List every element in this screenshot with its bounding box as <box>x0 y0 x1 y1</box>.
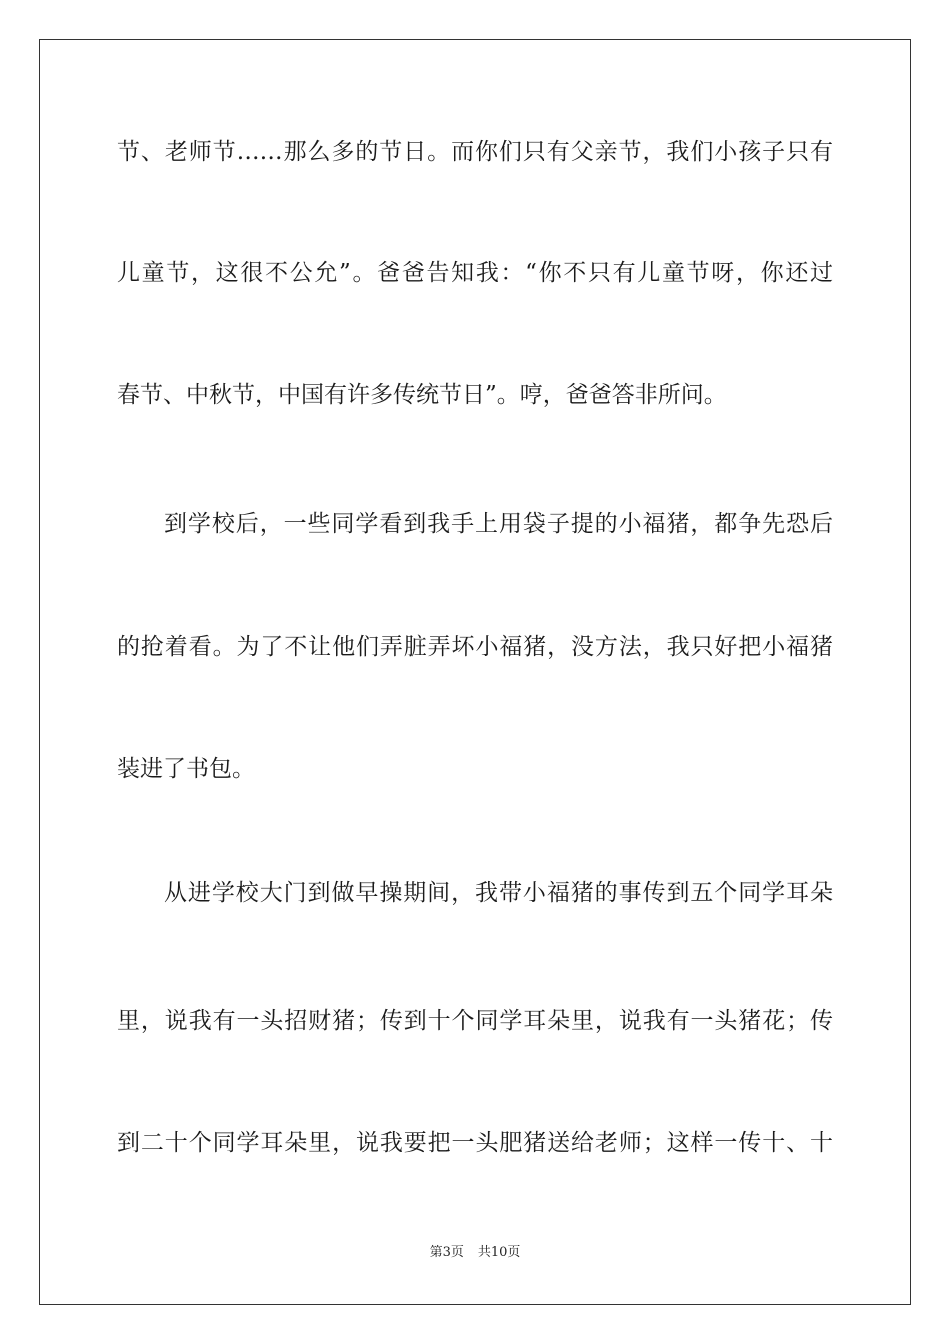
body-line-8: 里，说我有一头招财猪；传到十个同学耳朵里，说我有一头猪花；传 <box>117 1008 833 1034</box>
body-line-7: 从进学校大门到做早操期间，我带小福猪的事传到五个同学耳朵 <box>164 880 833 906</box>
body-line-1: 节、老师节……那么多的节日。而你们只有父亲节，我们小孩子只有 <box>117 139 833 165</box>
body-line-5: 的抢着看。为了不让他们弄脏弄坏小福猪，没方法，我只好把小福猪 <box>117 634 833 660</box>
page-total: 共10页 <box>477 1245 521 1260</box>
page-border <box>39 39 911 1305</box>
body-line-6: 装进了书包。 <box>117 756 255 782</box>
body-line-9: 到二十个同学耳朵里，说我要把一头肥猪送给老师；这样一传十、十 <box>117 1130 833 1156</box>
body-line-4: 到学校后，一些同学看到我手上用袋子提的小福猪，都争先恐后 <box>164 511 833 537</box>
body-line-3: 春节、中秋节，中国有许多传统节日”。哼，爸爸答非所问。 <box>117 382 727 408</box>
body-line-2: 儿童节，这很不公允”。爸爸告知我：“你不只有儿童节呀，你还过 <box>117 260 833 286</box>
page-footer <box>0 1245 950 1261</box>
page-number: 第3页 <box>429 1245 464 1260</box>
